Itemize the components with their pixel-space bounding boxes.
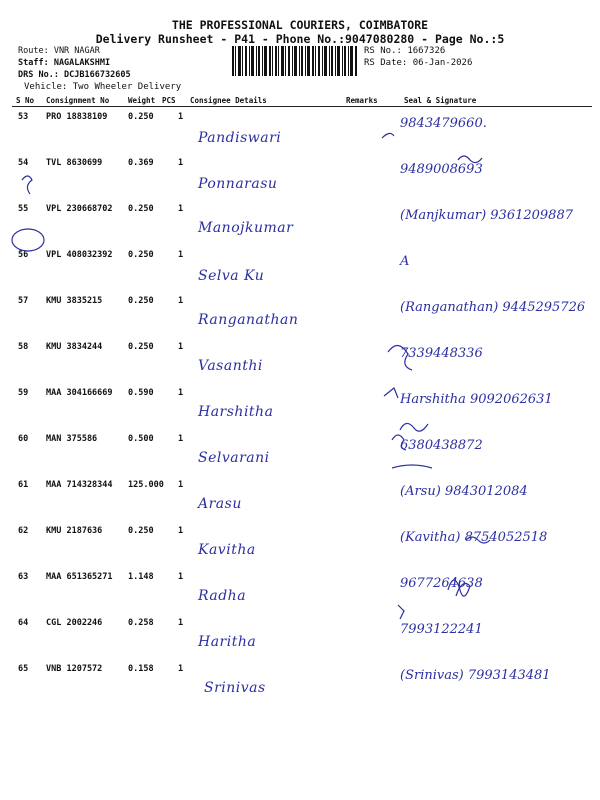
row-pcs: 1 xyxy=(178,112,184,122)
row-weight: 0.250 xyxy=(128,296,154,306)
row-pcs: 1 xyxy=(178,158,184,168)
row-signature: 9489008693 xyxy=(400,162,483,177)
row-weight: 125.000 xyxy=(128,480,164,490)
row-consignment-no: KMU 3834244 xyxy=(46,342,103,352)
sig-59-scribble xyxy=(384,388,398,398)
row-pcs: 1 xyxy=(178,250,184,260)
row-consignment-no: VPL 408032392 xyxy=(46,250,113,260)
row-weight: 0.250 xyxy=(128,526,154,536)
row-signature: 9677264638 xyxy=(400,576,483,591)
row-consignee-name: Srinivas xyxy=(204,680,266,696)
row-signature: (Arsu) 9843012084 xyxy=(400,484,528,499)
row-consignee-name: Pandiswari xyxy=(198,130,282,146)
row-weight: 0.258 xyxy=(128,618,154,628)
row-weight: 0.250 xyxy=(128,204,154,214)
sig-54-initials xyxy=(458,156,482,163)
row-consignment-no: CGL 2002246 xyxy=(46,618,103,628)
row-consignment-no: PRO 18838109 xyxy=(46,112,108,122)
row-sno: 54 xyxy=(18,158,29,168)
row-consignment-no: TVL 8630699 xyxy=(46,158,103,168)
row-signature: A xyxy=(400,254,410,269)
row-pcs: 1 xyxy=(178,526,184,536)
drs-number: DRS No.: DCJB166732605 xyxy=(18,70,131,80)
row-weight: 0.250 xyxy=(128,250,154,260)
col-pcs: PCS xyxy=(162,96,176,105)
sig-60-initials xyxy=(400,423,428,431)
row-signature: (Srinivas) 7993143481 xyxy=(400,668,551,683)
row-pcs: 1 xyxy=(178,204,184,214)
row-signature: 7339448336 xyxy=(400,346,483,361)
sig-64-tick xyxy=(398,605,404,619)
row-consignee-name: Ponnarasu xyxy=(198,176,278,192)
row-consignee-name: Arasu xyxy=(198,496,242,512)
row-pcs: 1 xyxy=(178,664,184,674)
row-signature: (Manjkumar) 9361209887 xyxy=(400,208,573,223)
row-consignment-no: MAA 304166669 xyxy=(46,388,113,398)
row-consignee-name: Harshitha xyxy=(198,404,274,420)
row-weight: 1.148 xyxy=(128,572,154,582)
row-consignee-name: Manojkumar xyxy=(198,220,294,236)
row-signature: (Kavitha) 8754052518 xyxy=(400,530,548,545)
col-remarks: Remarks xyxy=(346,96,378,105)
row-pcs: 1 xyxy=(178,480,184,490)
row-sno: 56 xyxy=(18,250,29,260)
row-consignment-no: KMU 3835215 xyxy=(46,296,103,306)
row-consignee-name: Radha xyxy=(198,588,247,604)
sig-58-scribble xyxy=(388,345,412,370)
sig-60-scribble xyxy=(392,435,406,450)
row-consignee-name: Vasanthi xyxy=(198,358,263,374)
runsheet-subtitle: Delivery Runsheet - P41 - Phone No.:9047080280 - Page No.:5 xyxy=(95,32,505,46)
row-pcs: 1 xyxy=(178,342,184,352)
row-consignment-no: MAA 651365271 xyxy=(46,572,113,582)
row-signature: 9843479660. xyxy=(400,116,487,131)
rs-number: RS No.: 1667326 xyxy=(364,46,446,56)
col-consignment: Consignment No xyxy=(46,96,110,105)
row-consignee-name: Haritha xyxy=(198,634,257,650)
row-consignee-name: Ranganathan xyxy=(198,312,299,328)
sig-64-scribble xyxy=(448,580,470,596)
row-weight: 0.158 xyxy=(128,664,154,674)
row-sno: 62 xyxy=(18,526,29,536)
row-sno: 65 xyxy=(18,664,29,674)
row-weight: 0.500 xyxy=(128,434,154,444)
staff-label: Staff: NAGALAKSHMI xyxy=(18,58,111,68)
row-weight: 0.590 xyxy=(128,388,154,398)
rs-date: RS Date: 06-Jan-2026 xyxy=(364,58,473,68)
row-consignment-no: VNB 1207572 xyxy=(46,664,103,674)
row-sno: 55 xyxy=(18,204,29,214)
row-consignment-no: MAN 375586 xyxy=(46,434,98,444)
col-consignee: Consignee Details xyxy=(190,96,267,105)
row-consignee-name: Selvarani xyxy=(198,450,270,466)
sig-63-initials xyxy=(466,537,490,543)
vehicle-label: Vehicle: Two Wheeler Delivery xyxy=(24,82,182,92)
row-weight: 0.250 xyxy=(128,342,154,352)
col-weight: Weight xyxy=(128,96,156,105)
row-sno: 57 xyxy=(18,296,29,306)
row-consignee-name: Kavitha xyxy=(198,542,256,558)
row-55-tick-mark xyxy=(22,176,32,194)
row-56-circle-mark xyxy=(12,229,44,251)
row-sno: 59 xyxy=(18,388,29,398)
row-signature: Harshitha 9092062631 xyxy=(400,392,553,407)
row-consignment-no: MAA 714328344 xyxy=(46,480,113,490)
sig-53-tick xyxy=(382,133,394,138)
row-pcs: 1 xyxy=(178,618,184,628)
route-label: Route: VNR NAGAR xyxy=(18,46,100,56)
row-sno: 61 xyxy=(18,480,29,490)
row-weight: 0.369 xyxy=(128,158,154,168)
row-consignment-no: KMU 2187636 xyxy=(46,526,103,536)
runsheet-title: THE PROFESSIONAL COURIERS, COIMBATORE xyxy=(171,18,429,32)
row-pcs: 1 xyxy=(178,434,184,444)
row-sno: 58 xyxy=(18,342,29,352)
row-pcs: 1 xyxy=(178,388,184,398)
col-sno: S No xyxy=(16,96,35,105)
row-signature: 6380438872 xyxy=(400,438,483,453)
row-sno: 60 xyxy=(18,434,29,444)
sig-61-underline xyxy=(392,465,432,468)
row-sno: 63 xyxy=(18,572,29,582)
col-seal: Seal & Signature xyxy=(404,96,477,105)
row-consignment-no: VPL 230668702 xyxy=(46,204,113,214)
row-sno: 53 xyxy=(18,112,29,122)
row-pcs: 1 xyxy=(178,296,184,306)
row-consignee-name: Selva Ku xyxy=(198,268,265,284)
row-weight: 0.250 xyxy=(128,112,154,122)
row-signature: 7993122241 xyxy=(400,622,483,637)
row-signature: (Ranganathan) 9445295726 xyxy=(400,300,586,315)
row-pcs: 1 xyxy=(178,572,184,582)
row-sno: 64 xyxy=(18,618,29,628)
